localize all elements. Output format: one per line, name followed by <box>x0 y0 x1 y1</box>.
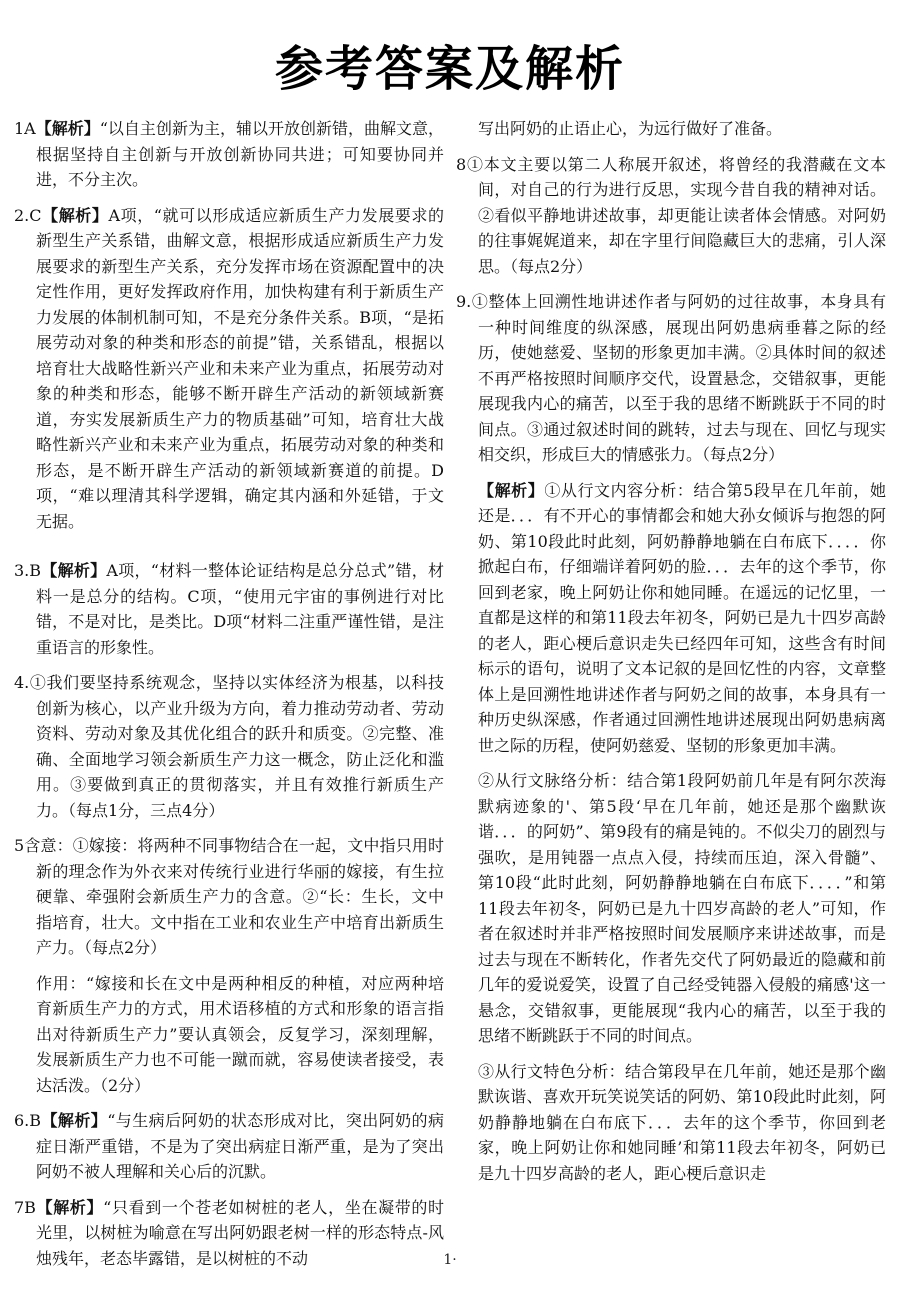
answer-1 <box>14 116 444 193</box>
answer-number: 6.B <box>14 1111 42 1130</box>
answer-text: 含意：①嫁接：将两种不同事物结合在一起，文中指只用时新的理念作为外衣来对传统行业进行华丽的嫁接，有生拉硬靠、牵强附会新质生产力的含意。②“长：生长，文中指培育，壮大。文中指在工业和农业生产中培育出新质生产力。（每点2分） <box>24 836 444 957</box>
answer-number: 9. <box>456 292 472 311</box>
page-title: 参考答案及解析 <box>274 41 625 97</box>
analysis-tag: 【解析】 <box>35 1197 104 1217</box>
answer-text: A项，“就可以形成适应新质生产力发展要求的新型生产关系错，曲解文意，根据形成适应新质生产力发展要求的新型生产关系，充分发挥市场在资源配置中的决定性作用，更好发挥政府作用，加快构建有利于新质生产力发展的体制机制可知，不是充分条件关系。B项，“是拓展劳动对象的种类和形态的前提”错，关系错乱，根据以培育壮大战略性新兴产业和未来产业为重点，拓展劳动对象的种类和形态，能够不断开辟生产活动的新领域新赛道，夯实发展新质生产力的物质基础”可知，培育壮大战略性新兴产业和未来产业为重点，拓展劳动对象的种类和形态，是不断开辟生产活动的新领域新赛道的前提。D项，“难以理清其科学逻辑，确定其内涵和外延错，于文无据。 <box>36 205 444 531</box>
answer-number: 2.C <box>14 205 42 225</box>
answer-9-analysis-3: ③从行文特色分析：结合第段早在几年前，她还是那个幽默诙谐、喜欢开玩笑说笑话的阿奶、第10段此时此刻，阿奶静静地躺在白布底下．．．去年的这个季节，你回到老家，晚上阿奶让你和她同睡’和第11段去年初冬，阿奶已是九十四岁高龄的老人，距心梗后意识走 <box>478 1061 886 1183</box>
answer-number: 7B <box>14 1197 36 1217</box>
answer-5-effect: 作用：“嫁接和长在文中是两种相反的种植，对应两种培育新质生产力的方式，用术语移植的方式和形象的语言指出对待新质生产力”要认真领会，反复学习，深刻理解，发展新质生产力也不可能一蹴而就，容易使读者接受，表达活泼。（2分） <box>36 973 444 1095</box>
answer-9-analysis-2: ②从行文脉络分析：结合第1段阿奶前几年是有阿尔茨海默病迹象的'、第5段‘早在几年前，她还是那个幽默诙谐．．．的阿奶”、第9段有的痛是钝的。不似尖刀的剧烈与强吹，是用钝器一点点入侵，持续而压迫，深入骨髓”、第10段“此时此刻，阿奶静静地躺在白布底下．．．．”和第11段去年初冬，阿奶已是九十四岁高龄的老人”可知，作者在叙述时并非严格按照时间发展顺序来讲述故事，而是过去与现在不断转化，作者先交代了阿奶最近的隐藏和前几年的爱说爱笑，设置了自己经受钝器入侵般的痛感'这一悬念，交错叙事，更能展现“我内心的痛苦，以至于我的思绪不断跳跃于不同的时间点。 <box>478 771 886 1045</box>
analysis-tag: 【解析】 <box>41 561 107 580</box>
answer-number: 5 <box>14 836 25 855</box>
answer-text: ①整体上回溯性地讲述作者与阿奶的过往故事，本身具有一种时间维度的纵深感，展现出阿奶患病垂暮之际的经历，使她慈爱、坚韧的形象更加丰满。②具体时间的叙述不再严格按照时间顺序交代，设置悬念，交错叙事，更能展现我内心的痛苦，以至于我的思绪不断跳跃于不同的时间点。③通过叙述时间的跳转，过去与现在、回忆与现实相交织，形成巨大的情感张力。（每点2分） <box>471 292 886 464</box>
left-column <box>14 116 444 1281</box>
answer-number: 4. <box>14 673 30 692</box>
right-column <box>456 116 886 1196</box>
answer-2 <box>14 203 444 535</box>
answer-text: ①我们要坚持系统观念，坚持以实体经济为根基，以科技创新为核心，以产业升级为方向，着力推动劳动者、劳动资料、劳动对象及其优化组合的跃升和质变。②完整、准确、全面地学习领会新质生产力这一概念，防止泛化和滥用。③要做到真正的贯彻落实，并且有效推行新质生产力。（每点1分，三点4分） <box>29 673 444 820</box>
page-number: 1· <box>443 1252 457 1268</box>
answer-number: 3.B <box>14 561 42 580</box>
answer-text: “只看到一个苍老如树桩的老人，坐在凝带的时光里，以树桩为喻意在写出阿奶跟老树一样的形态特点-风烛残年，老态毕露错，是以树桩的不动 <box>36 1197 444 1268</box>
answer-number: 8 <box>456 154 467 174</box>
answer-9-analysis-1 <box>456 478 886 759</box>
analysis-text: ①从行文内容分析：结合第5段早在几年前，她还是．．．有不开心的事情都会和她大孙女倾诉与抱怨的阿奶、第10段此时此刻，阿奶静静地躺在白布底下．．．．你掀起白布，仔细端详着阿奶的脸．．．去年的这个季节，你回到老家，晚上阿奶让你和她同睡。在遥远的记忆里，一直都是这样的和第11段去年初冬，阿奶已是九十四岁高龄的老人，距心梗后意识走失已经四年可知，这些含有时间标示的语句，说明了文本记叙的是回忆性的内容，文章整体上是回溯性地讲述作者与阿奶之间的故事，本身具有一种历史纵深感，作者通过回溯性地讲述展现出阿奶患病离世之际的历程，使阿奶慈爱、坚韧的形象更加丰满。 <box>478 480 886 755</box>
answer-text: “与生病后阿奶的状态形成对比，突出阿奶的病症日渐严重错，不是为了突出病症日渐严重，是为了突出阿奶不被人理解和关心后的沉默。 <box>36 1111 444 1181</box>
answer-number: 1A <box>14 119 36 138</box>
analysis-tag: 【解析】 <box>35 119 100 138</box>
answer-6 <box>14 1108 444 1185</box>
answer-text: A项，“材料一整体论证结构是总分总式”错，材料一是总分的结构。C项，“使用元宇宙的事例进行对比错，不是对比，是类比。D项“材料二注重严谨性错，是注重语言的形象性。 <box>36 561 444 657</box>
answer-text: “以自主创新为主，辅以开放创新错，曲解文意，根据坚持自主创新与开放创新协同共进；可知要协同并进，不分主次。 <box>36 119 444 189</box>
answer-8 <box>456 152 886 280</box>
answer-9 <box>456 289 886 468</box>
answer-3 <box>14 558 444 660</box>
analysis-tag: 【解析】 <box>41 1111 108 1130</box>
answer-text: ①本文主要以第二人称展开叙述，将曾经的我潜藏在文本间，对自己的行为进行反思，实现今昔自我的精神对话。②看似平静地讲述故事，却更能让读者体会情感。对阿奶的往事娓娓道来，却在字里行间隐藏巨大的悲痛，引人深思。（每点2分） <box>466 154 886 276</box>
answer-4 <box>14 670 444 823</box>
answer-5 <box>14 833 444 961</box>
answer-7-continued: 写出阿奶的止语止心，为远行做好了准备。 <box>478 119 783 138</box>
analysis-tag: 【解析】 <box>41 205 109 225</box>
analysis-tag: 【解析】 <box>478 480 545 500</box>
